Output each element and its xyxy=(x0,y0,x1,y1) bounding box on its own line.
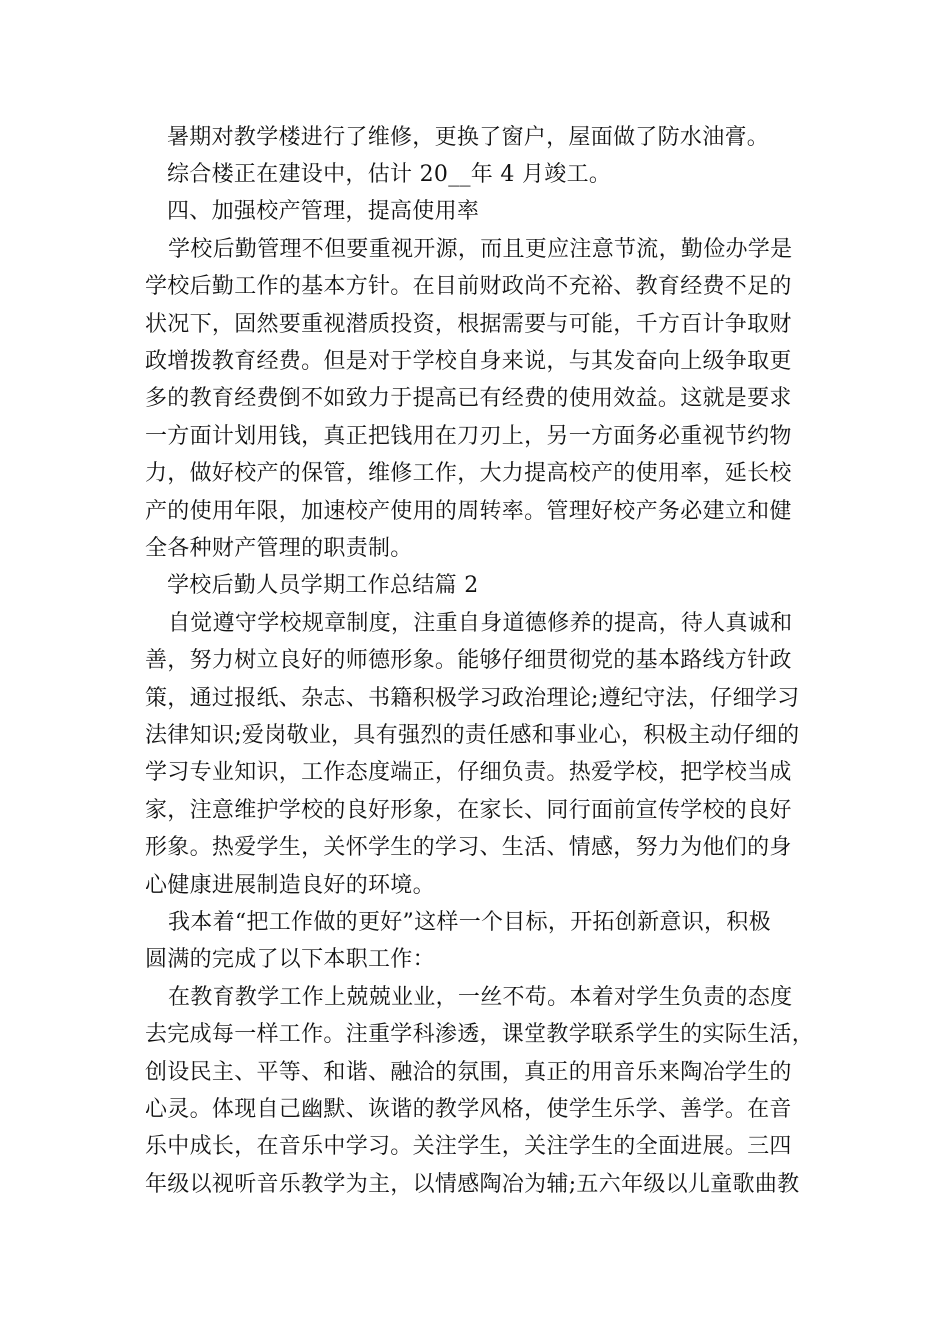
text-line: 学习专业知识，工作态度端正，仔细负责。热爱学校，把学校当成 xyxy=(145,760,792,785)
text-line: 创设民主、平等、和谐、融洽的氛围，真正的用音乐来陶冶学生的 xyxy=(145,1060,792,1085)
text-line: 圆满的完成了以下本职工作： xyxy=(145,947,435,972)
text-line: 我本着“把工作做的更好”这样一个目标，开拓创新意识，积极 xyxy=(168,910,771,935)
text-line: 心灵。体现自己幽默、诙谐的教学风格，使学生乐学、善学。在音 xyxy=(145,1097,792,1122)
text-line: 政增拨教育经费。但是对于学校自身来说，与其发奋向上级争取更 xyxy=(145,349,792,374)
text-line: 力，做好校产的保管，维修工作，大力提高校产的使用率，延长校 xyxy=(145,461,792,486)
text-line: 全各种财产管理的职责制。 xyxy=(145,536,413,561)
text-line: 在教育教学工作上兢兢业业，一丝不苟。本着对学生负责的态度 xyxy=(168,985,793,1010)
text-line: 去完成每一样工作。注重学科渗透，课堂教学联系学生的实际生活， xyxy=(145,1022,815,1047)
text-line: 善，努力树立良好的师德形象。能够仔细贯彻党的基本路线方针政 xyxy=(145,648,792,673)
text-line: 家，注意维护学校的良好形象，在家长、同行面前宣传学校的良好 xyxy=(145,798,792,823)
text-line: 产的使用年限，加速校产使用的周转率。管理好校产务必建立和健 xyxy=(145,499,792,524)
text-line: 心健康进展制造良好的环境。 xyxy=(145,873,435,898)
text-line: 形象。热爱学生，关怀学生的学习、生活、情感，努力为他们的身 xyxy=(145,835,792,860)
text-line: 乐中成长，在音乐中学习。关注学生，关注学生的全面进展。三四 xyxy=(145,1134,792,1159)
text-line: 状况下，固然要重视潜质投资，根据需要与可能，千方百计争取财 xyxy=(145,312,792,337)
section-heading: 四、加强校产管理，提高使用率 xyxy=(167,199,480,224)
text-line: 学校后勤管理不但要重视开源，而且更应注意节流，勤俭办学是 xyxy=(168,237,793,262)
text-line: 学校后勤工作的基本方针。在目前财政尚不充裕、教育经费不足的 xyxy=(145,274,792,299)
text-line: 自觉遵守学校规章制度，注重自身道德修养的提高，待人真诚和 xyxy=(168,611,793,636)
text-line: 综合楼正在建设中，估计 20__年 4 月竣工。 xyxy=(167,162,612,187)
text-line: 一方面计划用钱，真正把钱用在刀刃上，另一方面务必重视节约物 xyxy=(145,424,792,449)
text-line: 多的教育经费倒不如致力于提高已有经费的使用效益。这就是要求 xyxy=(145,386,792,411)
text-line: 暑期对教学楼进行了维修，更换了窗户，屋面做了防水油膏。 xyxy=(167,125,770,150)
text-line: 年级以视听音乐教学为主，以情感陶冶为辅;五六年级以儿童歌曲教 xyxy=(145,1172,800,1197)
text-line: 法律知识;爱岗敬业，具有强烈的责任感和事业心，积极主动仔细的 xyxy=(145,723,800,748)
text-line: 策，通过报纸、杂志、书籍积极学习政治理论;遵纪守法，仔细学习 xyxy=(145,686,800,711)
section-title: 学校后勤人员学期工作总结篇 2 xyxy=(167,573,479,598)
